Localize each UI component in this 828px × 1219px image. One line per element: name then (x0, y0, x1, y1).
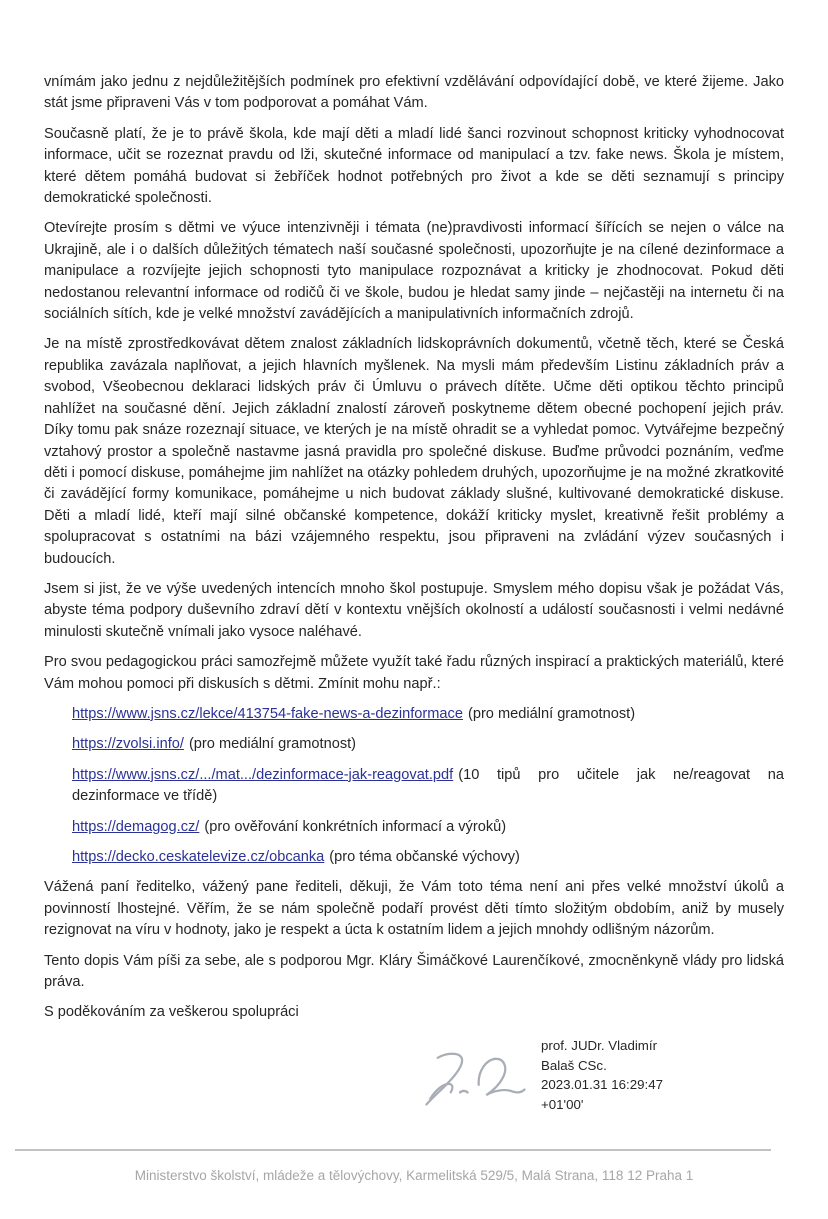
resource-list (44, 704, 784, 868)
resource-link[interactable]: https://www.jsns.cz/lekce/413754-fake-news-a-dezinformace (72, 705, 463, 722)
paragraph: Vážená paní ředitelko, vážený pane řediteli, děkuji, že Vám toto téma není ani přes velké množství úkolů a povinností lhostejné. Věřím, že se nám společně podaří provést děti tímto složitým obdobím, aniž by musely rezignovat na víru v hodnoty, jako je respekt a úcta k ostatním lidem a jejich mnohdy odlišným názorům. (44, 879, 784, 939)
resource-link[interactable]: https://demagog.cz/ (72, 818, 200, 835)
resource-note: (10 tipů pro učitele jak ne/reagovat na dezinformace ve třídě) (72, 766, 784, 805)
signature-name-line1: prof. JUDr. Vladimír (541, 1037, 658, 1053)
resource-link[interactable]: https://www.jsns.cz/.../mat.../dezinformace-jak-reagovat.pdf (72, 766, 454, 783)
resource-note: (pro mediální gramotnost) (188, 736, 357, 753)
paragraph: Je na místě zprostředkovávat dětem znalost základních lidskoprávních dokumentů, včetně těch, které se Česká republika zavázala naplňovat, a jejich hlavních myšlenek. Na mysli mám především Listinu základních práv a svobod, Všeobecnou deklaraci lidských práv či Úmluvu o právech dítěte. Učme děti optikou těchto principů nahlížet na současné dění. Jejich základní znalostí zároveň poskytneme dětem obecné pochopení jejich práv. Díky tomu pak snáze rozeznají situace, ve kterých je na místě ohradit se a vyhledat pomoc. Vytvářejme bezpečný vztahový prostor a společně nastavme jasná pravidla pro společné diskuse. Buďme průvodci poznáním, veďme děti i pomocí diskuse, pomáhejme jim nahlížet na otázky pohledem druhých, upozorňujme je na možné zkratkovité či zavádějící formy komunikace, pomáhejme u nich budovat základy slušné, kultivované demokratické diskuse. Děti a mladí lidé, kteří mají silné občanské kompetence, dokáží kriticky myslet, kreativně řešit problémy a spolupracovat s ostatními na bázi vzájemného respektu, jsou připraveni na zvládání výzev současných i budoucích. (44, 336, 784, 567)
resource-link[interactable]: https://decko.ceskatelevize.cz/obcanka (72, 849, 325, 865)
paragraph: Pro svou pedagogickou práci samozřejmě můžete využít také řadu různých inspirací a praktických materiálů, které Vám mohou pomoci při diskusích s dětmi. Zmínit mohu např.: (44, 654, 784, 692)
paragraph: Tento dopis Vám píši za sebe, ale s podporou Mgr. Kláry Šimáčkové Laurenčíkové, zmocněnkyně vlády pro lidská práva. (44, 952, 784, 991)
resource-item (44, 847, 784, 868)
resource-item (44, 765, 784, 808)
paragraph: Současně platí, že je to právě škola, kde mají děti a mladí lidé šanci rozvinout schopnost kriticky vyhodnocovat informace, učit se rozeznat pravdu od lži, skutečné informace od manipulací a tzv. fake news. Škola je místem, které dětem pomáhá budovat si žebříček hodnot potřebných pro život a kde se děti seznamují s principy demokratické společnosti. (44, 125, 784, 207)
resource-item (44, 817, 784, 838)
resource-link[interactable]: https://zvolsi.info/ (72, 736, 184, 753)
resource-note: (pro ověřování konkrétních informací a výroků) (204, 818, 507, 835)
paragraph: Jsem si jist, že ve výše uvedených intencích mnoho škol postupuje. Smyslem mého dopisu však je požádat Vás, abyste téma podpory duševního zdraví dětí v kontextu vnějších okolností a událostí současnosti i velmi nedávné minulosti skutečně vnímali jako vysoce naléhavé. (44, 580, 784, 640)
signature-timezone: +01'00' (541, 1097, 584, 1113)
footer-address: Ministerstvo školství, mládeže a tělovýchovy, Karmelitská 529/5, Malá Strana, 118 12 Praha 1 (134, 1168, 694, 1183)
resource-item (44, 704, 784, 725)
digital-signature-text (541, 1036, 663, 1115)
resource-note: (pro téma občanské výchovy) (329, 849, 520, 865)
closing-salutation: S poděkováním za veškerou spolupráci (44, 1004, 299, 1021)
resource-note: (pro mediální gramotnost) (467, 705, 636, 722)
signature-name-line2: Balaš CSc. (541, 1057, 607, 1073)
resource-item (44, 734, 784, 755)
signature-block (419, 1036, 784, 1115)
paragraph: vnímám jako jednu z nejdůležitějších podmínek pro efektivní vzdělávání odpovídající době, ve které žijeme. Jako stát jsme připraveni Vás v tom podporovat a pomáhat Vám. (44, 74, 784, 112)
signature-timestamp: 2023.01.31 16:29:47 (541, 1077, 664, 1093)
handwritten-signature-icon (419, 1040, 531, 1112)
paragraph: Otevírejte prosím s dětmi ve výuce intenzivněji i témata (ne)pravdivosti informací šířících se nejen o válce na Ukrajině, ale i o dalších důležitých tématech naší současné společnosti, upozorňujte je na cílené dezinformace a manipulace a rozvíjejte jejich schopnosti tyto manipulace rozpoznávat a kriticky je zhodnocovat. Pokud děti nedostanou relevantní informace od rodičů či ve škole, budou je hledat samy jinde – nejčastěji na internetu či na sociálních sítích, kde je velké množství zavádějících a manipulativních informačních zdrojů. (44, 220, 784, 323)
footer-divider (15, 1149, 771, 1151)
